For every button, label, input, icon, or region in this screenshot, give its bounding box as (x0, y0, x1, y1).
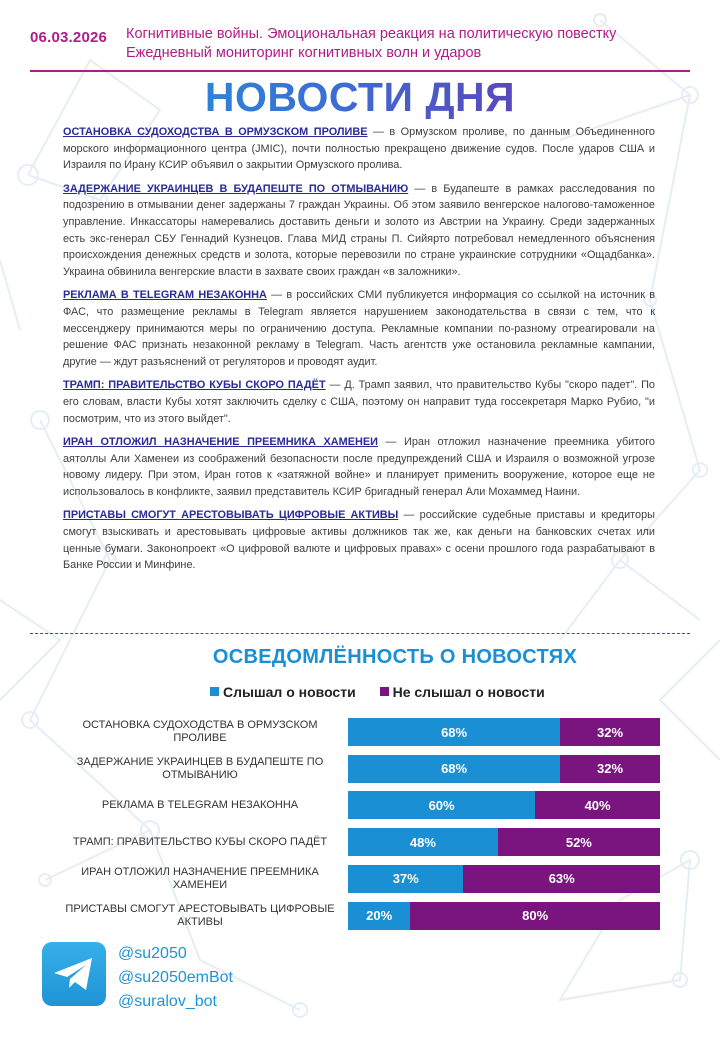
news-body: — российские судебные приставы и кредиторы смогут взыскивать и арестовывать цифровые активы должников так же, как деньги на банковских счетах или ценные бумаги. Законопроект «О цифровой валюте и цифровых правах» с осени прошлого года разрабатывают в Банке России и Минфине. (63, 509, 655, 572)
data-label: 63% (548, 871, 575, 887)
data-label: 32% (597, 761, 624, 777)
report-date: 06.03.2026 (30, 29, 108, 46)
bar-segment-heard (348, 865, 463, 893)
news-body: — в Ормузском проливе, по данным Объединенного морского информационного центра (JMIC), почти полностью прекращено движение судов. После ударов США и Израиля по Ирану КСИР объявил о закрытии Ормузского пролива. (63, 126, 655, 172)
news-item (63, 181, 655, 281)
data-label: 20% (366, 908, 393, 923)
chart-title: ОСВЕДОМЛЁННОСТЬ О НОВОСТЯХ (212, 646, 578, 668)
news-list (63, 124, 655, 581)
category-label: ЗАДЕРЖАНИЕ УКРАИНЦЕВ В БУДАПЕШТЕ ПО ОТМЫВАНИЮ (76, 755, 324, 781)
news-headline: ОСТАНОВКА СУДОХОДСТВА В ОРМУЗСКОМ ПРОЛИВЕ (63, 126, 368, 138)
news-body: — Иран отложил назначение преемника убитого аятоллы Али Хаменеи из соображений безопасности после предупреждений США и Израиля о возможной угрозе новому лидеру. При этом, Иран готов к «затяжной войне» и планирует применить вооружение, которое еще не использовалось в конфликте, заявил представитель КСИР бригадный генерал Али Мохаммед Наини. (63, 436, 655, 498)
category-label: ТРАМП: ПРАВИТЕЛЬСТВО КУБЫ СКОРО ПАДЁТ (72, 835, 328, 848)
stacked-bar (348, 865, 660, 893)
data-label: 32% (597, 724, 624, 740)
legend-label-not-heard: Не слышал о новости (392, 684, 545, 700)
news-headline: РЕКЛАМА В TELEGRAM НЕЗАКОННА (63, 289, 267, 302)
bar-segment-heard (348, 755, 560, 783)
category-label: ОСТАНОВКА СУДОХОДСТВА В ОРМУЗСКОМ ПРОЛИВЕ (82, 719, 318, 744)
stacked-bar (348, 755, 660, 783)
category-label: ПРИСТАВЫ СМОГУТ АРЕСТОВЫВАТЬ ЦИФРОВЫЕ АКТИВЫ (65, 902, 335, 928)
bar-segment-not-heard (560, 755, 660, 783)
bar-segment-not-heard (463, 865, 660, 893)
legend-item-not-heard (380, 684, 545, 700)
data-label: 52% (565, 834, 592, 850)
section-divider (30, 633, 690, 634)
news-body: — в Будапеште в рамках расследования по подозрению в отмывании денег задержаны 7 граждан Украины. Об этом заявило венгерское налогово-таможенное управление. Инкассаторы намеревались доставить деньги и золото из Австрии на Украину. Среди задержанных есть экс-генерал СБУ Геннадий Кузнецов. Глава МИД страны П. Сийярто потребовал немедленного объяснения происхождения денежных средств и золота, которые перевозили по стране украинские сотрудники «Ощадбанка». Украина обвинила венгерские власти в захвате своих граждан «в заложники». (63, 182, 655, 278)
news-item (63, 434, 655, 500)
paper-plane-icon (42, 942, 106, 1006)
telegram-icon[interactable] (42, 942, 106, 1006)
category-label: РЕКЛАМА В TELEGRAM НЕЗАКОННА (101, 798, 299, 811)
report-title (126, 25, 616, 63)
legend-swatch-not-heard (380, 687, 389, 696)
stacked-bar (348, 902, 660, 930)
data-label: 68% (441, 724, 468, 740)
news-item (63, 124, 655, 174)
bar-segment-heard (348, 902, 410, 930)
news-body: — в российских СМИ публикуется информация со ссылкой на источник в ФАС, что размещение рекламы в Telegram является нарушением законодательства в связи с тем, что к мессенджеру принимаются меры по ограничению доступа. Рекламные компании по-разному отреагировали на решение ФАС признать незаконной рекламу в Telegram. Часть агентств уже остановила рекламные кампании, другие — ждут разъяснений от регуляторов и проводят аудит. (63, 289, 655, 368)
header-divider (30, 70, 690, 72)
data-label: 37% (392, 871, 419, 887)
news-headline: ПРИСТАВЫ СМОГУТ АРЕСТОВЫВАТЬ ЦИФРОВЫЕ АКТИВЫ (63, 509, 399, 522)
news-headline: ТРАМП: ПРАВИТЕЛЬСТВО КУБЫ СКОРО ПАДЁТ (63, 379, 326, 392)
bar-segment-heard (348, 828, 498, 856)
news-item (63, 377, 655, 427)
bar-segment-heard (348, 791, 535, 819)
bar-segment-not-heard (560, 718, 660, 746)
handle-link[interactable]: @suralov_bot (118, 993, 217, 1010)
handle-link[interactable]: @su2050emBot (118, 969, 233, 986)
legend-swatch-heard (210, 687, 219, 696)
stacked-bar (348, 791, 660, 819)
bar-segment-not-heard (410, 902, 660, 930)
news-item (63, 287, 655, 370)
data-label: 60% (428, 797, 455, 813)
data-label: 40% (584, 797, 611, 813)
stacked-bar (348, 828, 660, 856)
main-title: НОВОСТИ ДНЯ (0, 74, 720, 121)
bar-segment-not-heard (535, 791, 660, 819)
news-body: — Д. Трамп заявил, что правительство Кубы "скоро падет". По его словам, власти Кубы хотят заключить сделку с США, поэтому он направит туда госсекретаря Марко Рубио, "и посмотрим, что из этого выйдет". (63, 379, 655, 425)
stacked-bar (348, 718, 660, 746)
news-headline: ИРАН ОТЛОЖИЛ НАЗНАЧЕНИЕ ПРЕЕМНИКА ХАМЕНЕИ (63, 436, 378, 449)
data-label: 80% (522, 908, 549, 923)
legend-item-heard (210, 684, 356, 700)
chart-legend (210, 684, 565, 700)
telegram-handles (118, 942, 233, 1014)
report-title-line-1: Когнитивные войны. Эмоциональная реакция на политическую повестку (126, 26, 617, 42)
bar-segment-heard (348, 718, 560, 746)
report-title-line-2: Ежедневный мониторинг когнитивных волн и ударов (126, 45, 482, 61)
legend-label-heard: Слышал о новости (223, 684, 356, 700)
data-label: 48% (409, 834, 436, 850)
handle-link[interactable]: @su2050 (118, 945, 187, 962)
news-item (63, 507, 655, 573)
data-label: 68% (441, 761, 468, 777)
news-headline: ЗАДЕРЖАНИЕ УКРАИНЦЕВ В БУДАПЕШТЕ ПО ОТМЫВАНИЮ (63, 182, 409, 195)
bar-segment-not-heard (498, 828, 660, 856)
category-label: ИРАН ОТЛОЖИЛ НАЗНАЧЕНИЕ ПРЕЕМНИКА ХАМЕНЕИ (81, 865, 319, 891)
